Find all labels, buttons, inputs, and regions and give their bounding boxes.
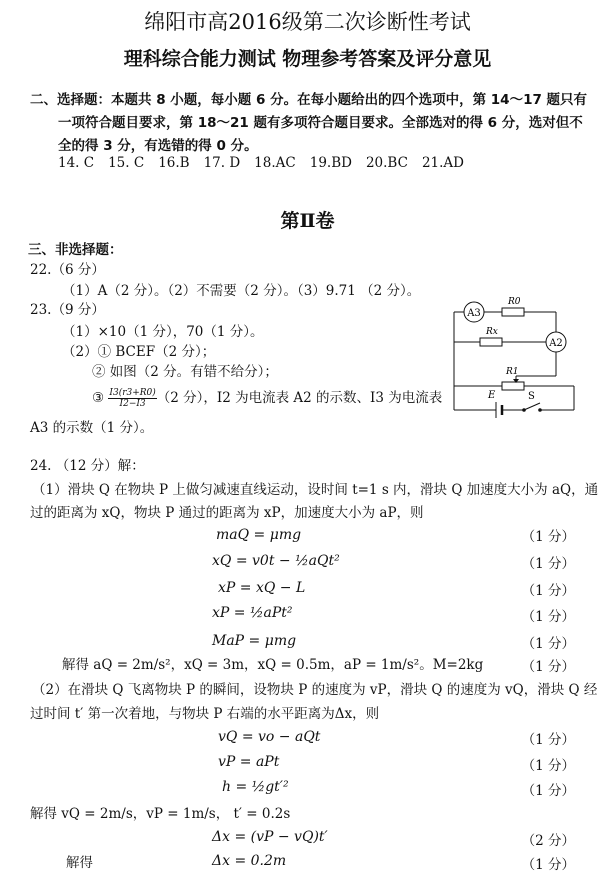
switch <box>522 403 542 412</box>
ammeter-a3 <box>464 302 484 322</box>
label-a3: A3 <box>467 308 481 319</box>
ammeter-a2 <box>546 332 566 352</box>
answer-item: 18.AC <box>254 155 296 171</box>
q23-line3: ② 如图（2 分。有错不给分）； <box>92 364 278 380</box>
q23-line2: （2）① BCEF（2 分）； <box>62 344 216 360</box>
q23-line5: A3 的示数（1 分）。 <box>30 420 154 436</box>
label-a2: A2 <box>549 338 563 349</box>
battery <box>496 402 502 418</box>
equation-4: xP = ½aPt² <box>212 605 293 621</box>
volume-title: 第Ⅱ卷 <box>280 210 335 232</box>
score-3: （1 分） <box>521 583 575 599</box>
label-r1: R1 <box>506 367 519 377</box>
label-s: S <box>528 391 535 402</box>
q23-line4 <box>92 388 442 409</box>
score-6: （1 分） <box>521 732 575 748</box>
q23-line4-suffix: （2 分），I2 为电流表 A2 的示数、I3 为电流表 <box>156 390 443 406</box>
equation-dx: Δx = (vP − vQ)t′ <box>212 829 328 845</box>
q24-label: 24. （12 分）解： <box>30 458 145 474</box>
score-7: （1 分） <box>521 758 575 774</box>
answer-item: 17. D <box>203 155 241 171</box>
fraction-numerator: I3(r3+R0) <box>109 388 156 398</box>
page-subtitle: 理科综合能力测试 物理参考答案及评分意见 <box>123 48 492 70</box>
score-4: （1 分） <box>521 609 575 625</box>
equation-3: xP = xQ − L <box>218 580 306 596</box>
q23-circle3: ③ <box>92 390 105 406</box>
label-e: E <box>488 390 496 401</box>
q23-line1: （1）×10（1 分），70（1 分）。 <box>62 324 264 340</box>
fraction-denominator: I2−I3 <box>119 399 146 409</box>
q24-p2-line2: 过时间 t′ 第一次着地，与物块 P 右端的水平距离为Δx，则 <box>30 706 380 722</box>
label-rx: Rx <box>486 327 498 337</box>
rheostat-r1 <box>502 382 524 390</box>
section2-heading: 二、选择题：本题共 8 小题，每小题 6 分。在每小题给出的四个选项中，第 14～17 题只有 <box>30 92 588 108</box>
answer-item: 20.BC <box>365 155 408 171</box>
score-final: （1 分） <box>521 857 575 873</box>
answer-key <box>58 153 478 174</box>
equation-1: maQ = μmg <box>216 527 302 543</box>
score-1: （1 分） <box>521 529 575 545</box>
score-solve1: （1 分） <box>521 659 575 675</box>
answer-item: 15. C <box>108 155 145 171</box>
section2-line2: 一项符合题目要求，第 18～21 题有多项符合题目要求。全部选对的得 6 分，选对但不 <box>58 115 583 131</box>
final-equation: Δx = 0.2m <box>212 853 287 869</box>
section2-line3: 全的得 3 分，有选错的得 0 分。 <box>58 138 258 154</box>
score-8: （1 分） <box>521 783 575 799</box>
section3-heading: 三、非选择题： <box>28 242 123 258</box>
q23-label: 23.（9 分） <box>30 302 105 318</box>
equation-5: MaP = μmg <box>212 633 297 649</box>
equation-8: h = ½gt′² <box>222 779 289 795</box>
answer-item: 14. C <box>58 155 95 171</box>
q24-solve1: 解得 aQ = 2m/s²，xQ = 3m，xQ = 0.5m，aP = 1m/s²。M=2kg <box>62 657 484 673</box>
q24-p1-line2: 过的距离为 xQ，物块 P 通过的距离为 xP，加速度大小为 aP，则 <box>30 505 424 521</box>
q23-fraction <box>108 388 156 409</box>
score-2: （1 分） <box>521 556 575 572</box>
q24-solve2: 解得 vQ = 2m/s，vP = 1m/s， t′ = 0.2s <box>30 806 291 822</box>
answer-item: 19.BD <box>309 155 352 171</box>
circuit-diagram <box>440 294 580 424</box>
q22-answer: （1）A（2 分）。（2）不需要（2 分）。（3）9.71 （2 分）。 <box>62 283 421 299</box>
page-title: 绵阳市高2016级第二次诊断性考试 <box>144 10 471 34</box>
q22-label: 22.（6 分） <box>30 262 105 278</box>
equation-2: xQ = v0t − ½aQt² <box>212 553 340 569</box>
resistor-r0 <box>502 308 524 316</box>
equation-6: vQ = vo − aQt <box>218 729 321 745</box>
label-r0: R0 <box>508 297 521 307</box>
answer-item: 21.AD <box>421 155 464 171</box>
q24-p1-line1: （1）滑块 Q 在物块 P 上做匀减速直线运动，设时间 t=1 s 内，滑块 Q 加速度大小为 aQ，通 <box>32 482 599 498</box>
score-dx: （2 分） <box>521 833 575 849</box>
q24-p2-line1: （2）在滑块 Q 飞离物块 P 的瞬间，设物块 P 的速度为 vP，滑块 Q 的速度为 vQ，滑块 Q 经 <box>32 682 598 698</box>
answer-item: 16.B <box>158 155 190 171</box>
score-5: （1 分） <box>521 636 575 652</box>
equation-7: vP = aPt <box>218 754 280 770</box>
final-label: 解得 <box>66 855 93 871</box>
resistor-rx <box>480 338 502 346</box>
